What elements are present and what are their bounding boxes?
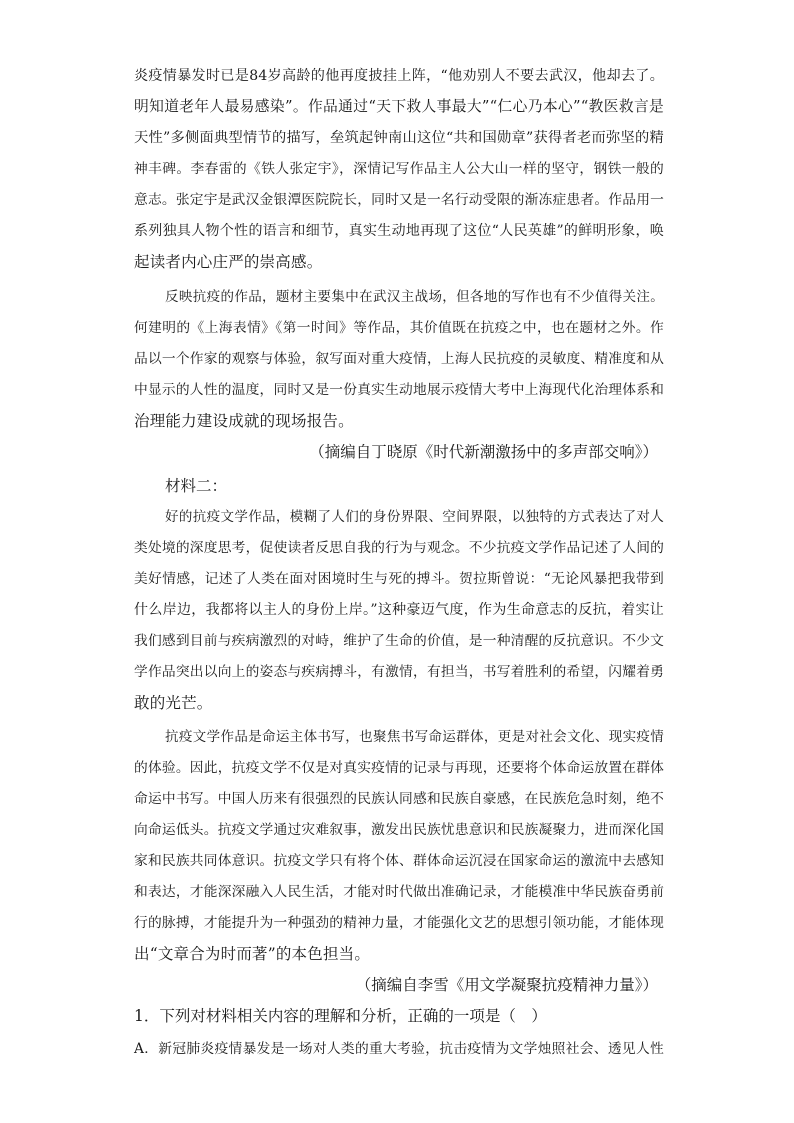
paragraph-2-line-4: 中显示的人性的温度，同时又是一份真实生动地展示疫情大考中上海现代化治理体系和 bbox=[134, 382, 665, 398]
option-a: A．新冠肺炎疫情暴发是一场对人类的重大考验，抗击疫情为文学烛照社会、透见人性 bbox=[134, 1041, 664, 1057]
paragraph-1-line-1: 炎疫情暴发时已是84岁高龄的他再度披挂上阵，“他劝别人不要去武汉，他却去了。 bbox=[134, 68, 664, 84]
paragraph-3-line-5: 我们感到目前与疾病激烈的对峙，维护了生命的价值，是一种清醒的反抗意识。不少文 bbox=[134, 633, 665, 649]
paragraph-3-line-1: 好的抗疫文学作品，模糊了人们的身份界限、空间界限，以独特的方式表达了对人 bbox=[165, 509, 664, 525]
paragraph-4-line-1: 抗疫文学作品是命运主体书写，也聚焦书写命运群体，更是对社会文化、现实疫情 bbox=[165, 729, 664, 745]
paragraph-3-line-2: 类处境的深度思考，促使读者反思自我的行为与观念。不少抗疫文学作品记述了人间的 bbox=[134, 540, 665, 556]
paragraph-3-line-7: 敢的光芒。 bbox=[134, 694, 213, 712]
paragraph-1-line-7: 起读者内心庄严的崇高感。 bbox=[134, 253, 323, 271]
paragraph-2-line-5: 治理能力建设成就的现场报告。 bbox=[134, 412, 354, 430]
paragraph-3-line-3: 美好情感，记述了人类在面对困境时生与死的搏斗。贺拉斯曾说：“无论风暴把我带到 bbox=[134, 571, 664, 587]
paragraph-4-line-6: 和表达，才能深深融入人民生活，才能对时代做出准确记录，才能模准中华民族奋勇前 bbox=[134, 884, 665, 900]
paragraph-1-line-2: 明知道老年人最易感染”。作品通过“天下救人事最大”“仁心乃本心”“教医救言是 bbox=[134, 98, 664, 115]
paragraph-2-line-2: 何建明的《上海表情》《第一时间》等作品，其价值既在抗疫之中，也在题材之外。作 bbox=[134, 320, 664, 336]
paragraph-4-line-7: 行的脉搏，才能提升为一种强劲的精神力量，才能强化文艺的思想引领功能，才能体现 bbox=[134, 915, 665, 931]
paragraph-1-line-6: 系列独具人物个性的语言和细节，真实生动地再现了这位“人民英雄”的鲜明形象，唤 bbox=[134, 223, 664, 239]
paragraph-2-line-3: 品以一个作家的观察与体验，叙写面对重大疫情，上海人民抗疫的灵敏度、精准度和从 bbox=[134, 351, 665, 367]
paragraph-1-line-3: 天性”多侧面典型情节的描写，垒筑起钟南山这位“共和国勋章”获得者老而弥坚的精 bbox=[134, 130, 664, 146]
paragraph-4-line-3: 命运中书写。中国人历来有很强烈的民族认同感和民族自豪感，在民族危急时刻，绝不 bbox=[134, 791, 665, 807]
paragraph-4-line-8: 出“文章合为时而著”的本色担当。 bbox=[134, 945, 371, 963]
paragraph-4-line-5: 家和民族共同体意识。抗疫文学只有将个体、群体命运沉浸在国家命运的激流中去感知 bbox=[134, 853, 665, 869]
question-1: 1．下列对材料相关内容的理解和分析，正确的一项是（ ） bbox=[134, 1007, 547, 1025]
paragraph-1-line-4: 神丰碑。李春雷的《铁人张定宇》，深情记写作品主人公大山一样的坚守，钢铁一般的 bbox=[134, 161, 664, 177]
paragraph-4-line-4: 向命运低头。抗疫文学通过灾难叙事，激发出民族忧患意识和民族凝聚力，进而深化国 bbox=[134, 822, 665, 838]
paragraph-3-line-6: 学作品突出以向上的姿态与疾病搏斗，有激情，有担当，书写着胜利的希望，闪耀着勇 bbox=[134, 664, 665, 680]
material-2-label: 材料二： bbox=[165, 477, 228, 495]
paragraph-1-line-5: 意志。张定宇是武汉金银潭医院院长，同时又是一名行动受限的渐冻症患者。作品用一 bbox=[134, 192, 665, 208]
paragraph-4-line-2: 的体验。因此，抗疫文学不仅是对真实疫情的记录与再现，还要将个体命运放置在群体 bbox=[134, 760, 665, 776]
source-citation-2: （摘编自李雪《用文学凝聚抗疫精神力量》） bbox=[355, 976, 658, 994]
paragraph-2-line-1: 反映抗疫的作品，题材主要集中在武汉主战场，但各地的写作也有不少值得关注。 bbox=[165, 289, 664, 305]
paragraph-3-line-4: 什么岸边，我都将以主人的身份上岸。”这种豪迈气度，作为生命意志的反抗，着实让 bbox=[134, 602, 664, 618]
source-citation-1: （摘编自丁晓原《时代新潮激扬中的多声部交响》） bbox=[309, 443, 658, 461]
